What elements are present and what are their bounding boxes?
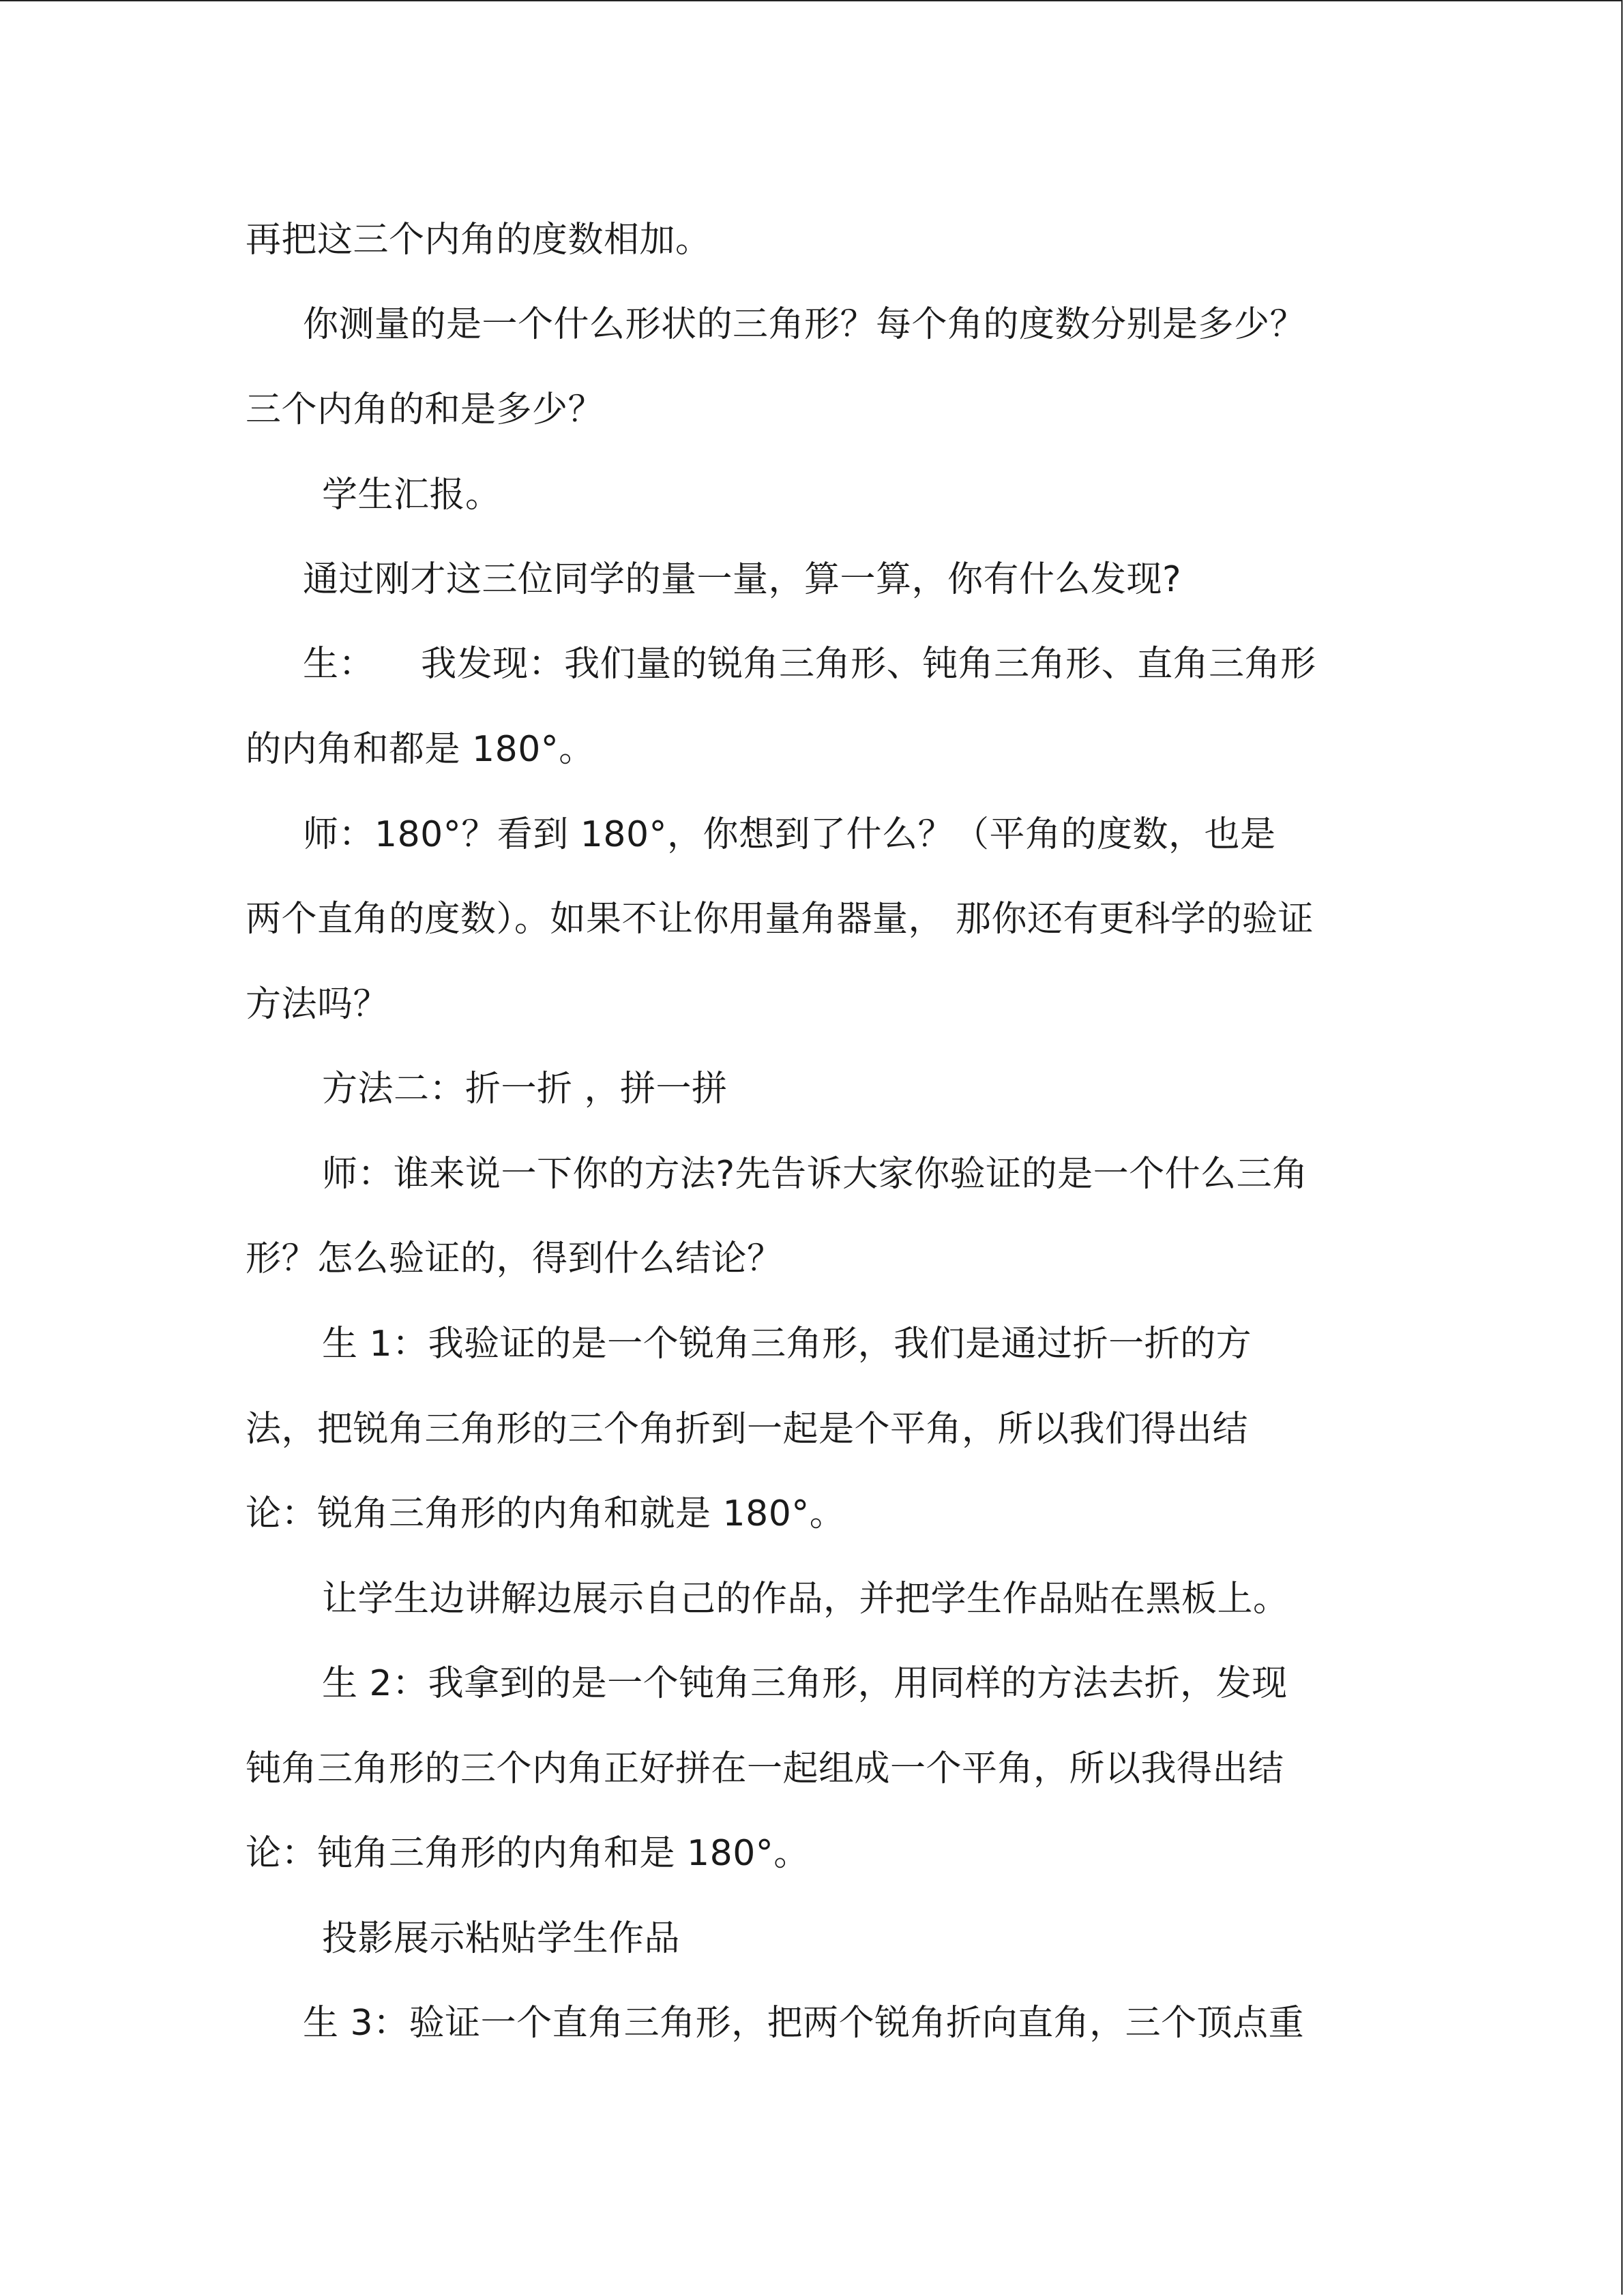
text-line: 师：180°？看到 180°，你想到了什么？（平角的度数，也是 [303, 814, 1276, 855]
text-line: 论：钝角三角形的内角和是 180°。 [246, 1833, 810, 1874]
text-line: 生 3：验证一个直角三角形，把两个锐角折向直角，三个顶点重 [303, 2003, 1305, 2044]
text-line: 生 2：我拿到的是一个钝角三角形，用同样的方法去折，发现 [322, 1663, 1288, 1704]
text-line: 学生汇报。 [322, 475, 501, 516]
text-line: 钝角三角形的三个内角正好拼在一起组成一个平角，所以我得出结 [246, 1748, 1284, 1789]
text-line: 方法吗？ [246, 984, 389, 1025]
text-line: 论：锐角三角形的内角和就是 180°。 [246, 1493, 846, 1534]
text-line: 法，把锐角三角形的三个角折到一起是个平角，所以我们得出结 [246, 1409, 1249, 1450]
text-line: 的内角和都是 180°。 [246, 729, 595, 770]
text-line: 生 1：我验证的是一个锐角三角形，我们是通过折一折的方 [322, 1324, 1252, 1365]
text-line: 投影展示粘贴学生作品 [322, 1918, 681, 1959]
text-line: 再把这三个内角的度数相加。 [246, 220, 711, 260]
text-line: 方法二：折一折 ，拼一拼 [322, 1069, 728, 1109]
text-line: 两个直角的度数）。如果不让你用量角器量， 那你还有更科学的验证 [246, 899, 1314, 940]
text-line: 生： 我发现：我们量的锐角三角形、钝角三角形、直角三角形 [303, 644, 1316, 685]
text-line: 你测量的是一个什么形状的三角形？每个角的度数分别是多少？ [303, 304, 1306, 345]
text-line: 形？怎么验证的，得到什么结论？ [246, 1238, 783, 1279]
text-line: 师：谁来说一下你的方法?先告诉大家你验证的是一个什么三角 [322, 1154, 1308, 1195]
text-line: 三个内角的和是多少？ [246, 389, 604, 430]
text-line: 通过刚才这三位同学的量一量，算一算，你有什么发现? [303, 559, 1182, 600]
text-line: 让学生边讲解边展示自己的作品，并把学生作品贴在黑板上。 [322, 1579, 1289, 1620]
